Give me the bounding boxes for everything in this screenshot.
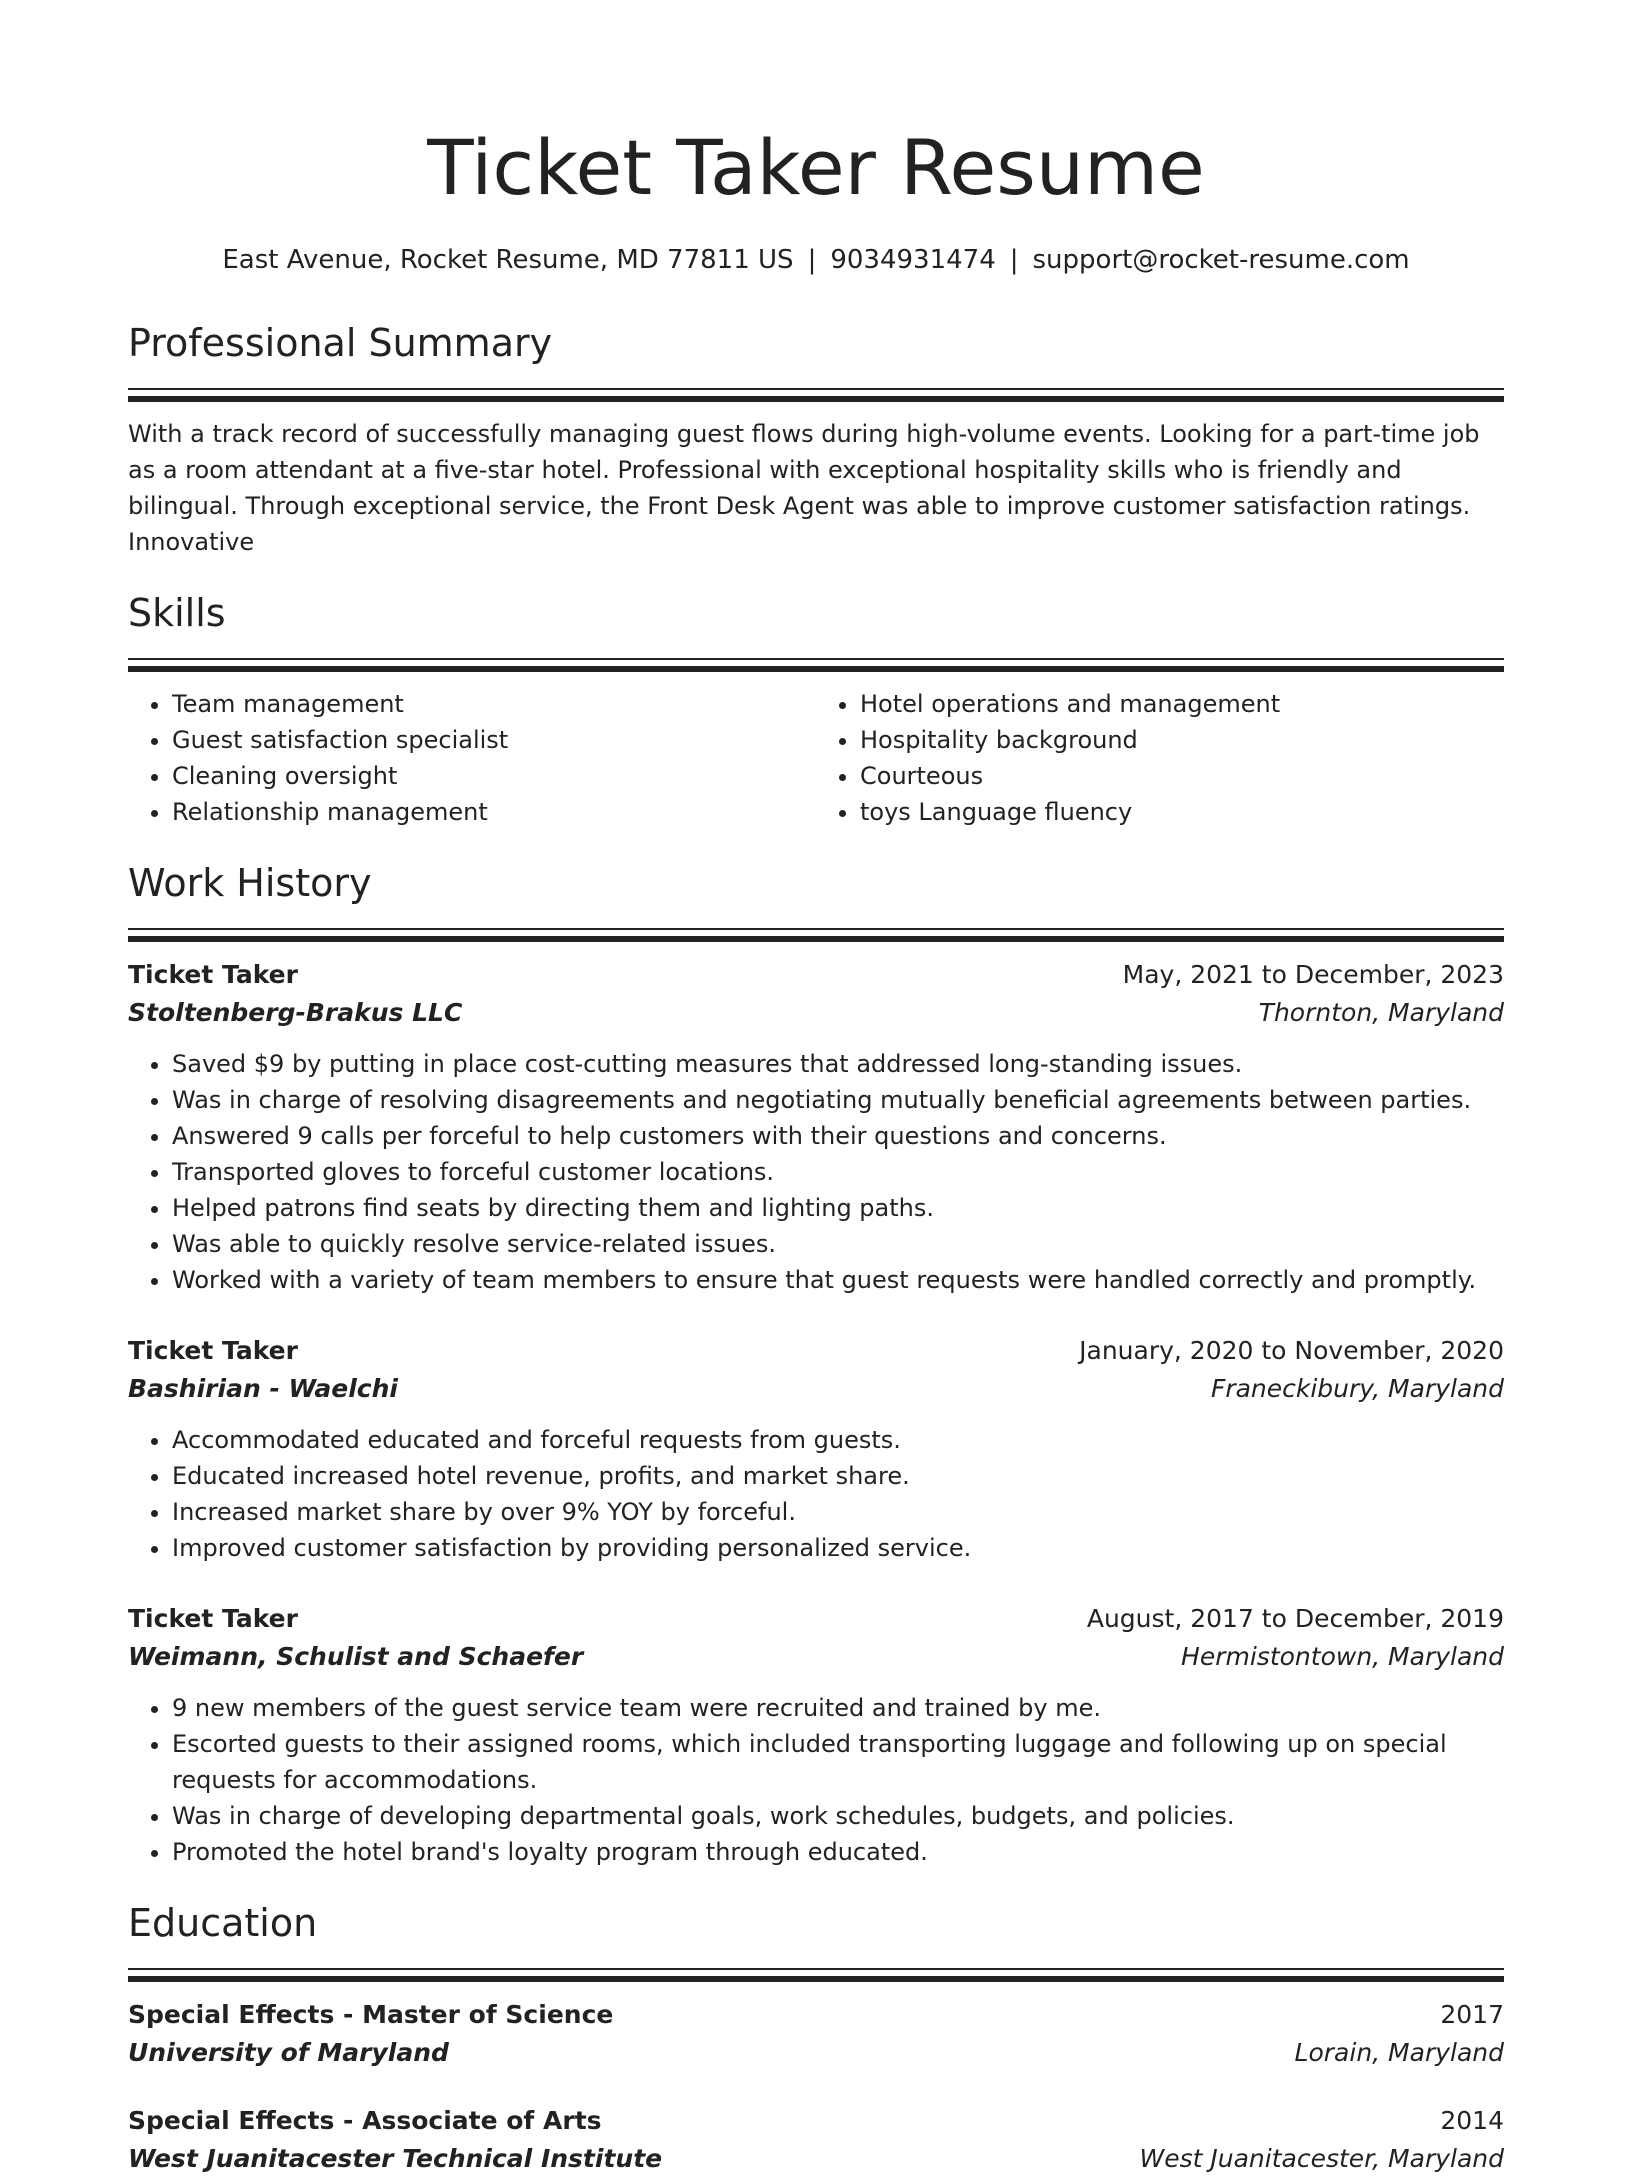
education-section (128, 1898, 1504, 2178)
education-year: 2017 (1440, 2000, 1504, 2029)
job-subheader (128, 1638, 1504, 1676)
job-bullet: • Transported gloves to forceful customer locations. (172, 1154, 1504, 1190)
section-divider-thick (128, 396, 1504, 402)
education-heading: Education (128, 1901, 318, 1945)
section-divider-thick (128, 1976, 1504, 1982)
skill-item: • Hospitality background (860, 722, 1504, 758)
work-history-section (128, 858, 1504, 1870)
section-divider (128, 928, 1504, 930)
education-school: University of Maryland (128, 2038, 449, 2067)
education-degree: Special Effects - Master of Science (128, 2000, 614, 2029)
job-entry (128, 1600, 1504, 1870)
skill-item: • Courteous (860, 758, 1504, 794)
summary-text: With a track record of successfully managing guest flows during high-volume events. Looking for a part-time job as a room attendant at a five-star hotel. Professional with exceptional hospitality skills who is friendly and bilingual. Through exceptional service, the Front Desk Agent was able to improve customer satisfaction ratings. Innovative (128, 420, 1480, 556)
skill-item: • Team management (172, 686, 816, 722)
job-company: Bashirian - Waelchi (128, 1374, 398, 1403)
education-school: West Juanitacester Technical Institute (128, 2144, 663, 2173)
education-entry (128, 1996, 1504, 2072)
job-title: Ticket Taker (128, 1604, 298, 1633)
job-dates: August, 2017 to December, 2019 (1086, 1604, 1504, 1633)
section-divider (128, 658, 1504, 660)
job-bullet: • Improved customer satisfaction by providing personalized service. (172, 1530, 1504, 1566)
job-bullet: • Was in charge of developing departmental goals, work schedules, budgets, and policies. (172, 1798, 1504, 1834)
skill-item: • Hotel operations and management (860, 686, 1504, 722)
job-company: Stoltenberg-Brakus LLC (128, 998, 463, 1027)
skill-item: • Cleaning oversight (172, 758, 816, 794)
skill-item: • Relationship management (172, 794, 816, 830)
job-subheader (128, 994, 1504, 1032)
education-entry (128, 2102, 1504, 2178)
job-bullet: • Promoted the hotel brand's loyalty program through educated. (172, 1834, 1504, 1870)
job-bullet: • Saved $9 by putting in place cost-cutting measures that addressed long-standing issues. (172, 1046, 1504, 1082)
skills-heading: Skills (128, 591, 226, 635)
job-bullet: • Answered 9 calls per forceful to help customers with their questions and concerns. (172, 1118, 1504, 1154)
job-bullets (128, 1422, 1504, 1566)
skills-columns (128, 686, 1504, 830)
section-divider-thick (128, 936, 1504, 942)
job-bullet: • 9 new members of the guest service team were recruited and trained by me. (172, 1690, 1504, 1726)
job-bullet: • Educated increased hotel revenue, profits, and market share. (172, 1458, 1504, 1494)
contact-separator: | (1009, 245, 1019, 275)
skills-section (128, 588, 1504, 830)
job-entry (128, 956, 1504, 1298)
job-bullet: • Worked with a variety of team members to ensure that guest requests were handled correctly and promptly. (172, 1262, 1504, 1298)
job-subheader (128, 1370, 1504, 1408)
education-header (128, 2102, 1504, 2140)
skills-list-left (128, 686, 816, 830)
education-subheader (128, 2140, 1504, 2178)
job-location: Franeckibury, Maryland (1210, 1374, 1504, 1403)
work-history-heading: Work History (128, 861, 372, 905)
education-subheader (128, 2034, 1504, 2072)
skill-item: • toys Language fluency (860, 794, 1504, 830)
job-dates: January, 2020 to November, 2020 (1079, 1336, 1504, 1365)
job-bullet: • Escorted guests to their assigned rooms, which included transporting luggage and following up on special requests for accommodations. (172, 1726, 1504, 1798)
summary-section (128, 318, 1504, 560)
education-degree: Special Effects - Associate of Arts (128, 2106, 602, 2135)
contact-separator: | (807, 245, 817, 275)
job-bullet: • Helped patrons find seats by directing them and lighting paths. (172, 1190, 1504, 1226)
contact-phone: 9034931474 (830, 245, 996, 275)
job-location: Thornton, Maryland (1258, 998, 1504, 1027)
job-bullets (128, 1046, 1504, 1298)
job-header (128, 956, 1504, 994)
resume-title: Ticket Taker Resume (427, 123, 1205, 212)
job-title: Ticket Taker (128, 1336, 298, 1365)
section-divider-thick (128, 666, 1504, 672)
contact-email: support@rocket-resume.com (1032, 245, 1410, 275)
education-location: West Juanitacester, Maryland (1139, 2144, 1504, 2173)
contact-line (128, 242, 1504, 278)
job-bullet: • Was in charge of resolving disagreements and negotiating mutually beneficial agreements between parties. (172, 1082, 1504, 1118)
job-bullet: • Increased market share by over 9% YOY by forceful. (172, 1494, 1504, 1530)
education-header (128, 1996, 1504, 2034)
contact-address: East Avenue, Rocket Resume, MD 77811 US (222, 245, 794, 275)
job-dates: May, 2021 to December, 2023 (1122, 960, 1504, 989)
job-header (128, 1600, 1504, 1638)
job-bullets (128, 1690, 1504, 1870)
job-bullet: • Accommodated educated and forceful requests from guests. (172, 1422, 1504, 1458)
section-divider (128, 1968, 1504, 1970)
job-location: Hermistontown, Maryland (1181, 1642, 1504, 1671)
skills-list-right (816, 686, 1504, 830)
education-location: Lorain, Maryland (1294, 2038, 1504, 2067)
job-title: Ticket Taker (128, 960, 298, 989)
education-year: 2014 (1440, 2106, 1504, 2135)
section-divider (128, 388, 1504, 390)
skill-item: • Guest satisfaction specialist (172, 722, 816, 758)
job-entry (128, 1332, 1504, 1566)
summary-heading: Professional Summary (128, 321, 553, 365)
job-company: Weimann, Schulist and Schaefer (128, 1642, 584, 1671)
job-header (128, 1332, 1504, 1370)
job-bullet: • Was able to quickly resolve service-related issues. (172, 1226, 1504, 1262)
